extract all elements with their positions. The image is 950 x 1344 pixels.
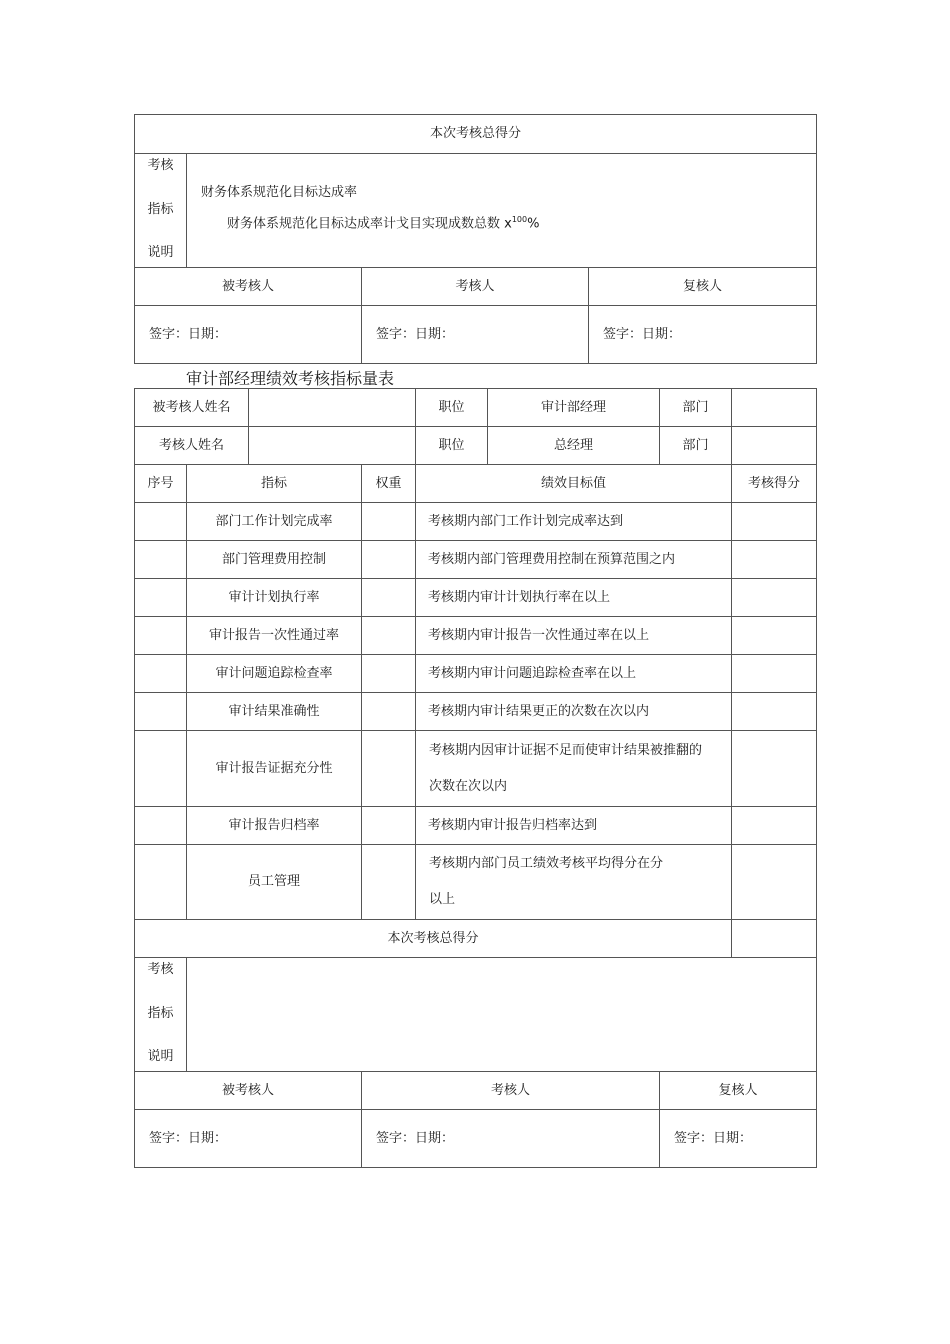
target-cell: 考核期内部门工作计划完成率达到 <box>416 503 732 541</box>
table-row <box>135 655 817 693</box>
appraiser-signature-field[interactable]: 签字：日期： <box>362 1110 660 1168</box>
indicator-cell: 审计结果准确性 <box>187 693 362 731</box>
seq-cell[interactable] <box>135 845 187 920</box>
seq-cell[interactable] <box>135 617 187 655</box>
target-cell: 考核期内审计计划执行率在以上 <box>416 579 732 617</box>
score-cell[interactable] <box>732 655 817 693</box>
seq-cell[interactable] <box>135 655 187 693</box>
indicator-description-label: 考核 指标 说明 <box>135 958 187 1072</box>
indicator-cell: 审计问题追踪检查率 <box>187 655 362 693</box>
department-field[interactable] <box>732 389 817 427</box>
indicator-description-label: 考核 指标 说明 <box>135 154 187 268</box>
table-row <box>135 731 817 807</box>
indicator-cell: 审计报告证据充分性 <box>187 731 362 807</box>
score-cell[interactable] <box>732 807 817 845</box>
appraisee-name-label: 被考核人姓名 <box>135 389 249 427</box>
target-cell: 考核期内审计问题追踪检查率在以上 <box>416 655 732 693</box>
seq-cell[interactable] <box>135 693 187 731</box>
score-header: 考核得分 <box>732 465 817 503</box>
score-cell[interactable] <box>732 579 817 617</box>
seq-cell[interactable] <box>135 503 187 541</box>
appraisee-header: 被考核人 <box>135 1072 362 1110</box>
appraisee-name-field[interactable] <box>249 389 416 427</box>
position-value[interactable]: 总经理 <box>488 427 660 465</box>
target-cell: 考核期内部门管理费用控制在预算范围之内 <box>416 541 732 579</box>
indicator-cell: 员工管理 <box>187 845 362 920</box>
total-score-row <box>135 920 817 958</box>
department-label: 部门 <box>660 389 732 427</box>
seq-cell[interactable] <box>135 807 187 845</box>
top-summary-table <box>134 114 817 364</box>
appraisee-signature-field[interactable]: 签字：日期： <box>135 306 362 364</box>
target-cell: 考核期内因审计证据不足而使审计结果被推翻的 次数在次以内 <box>416 731 732 807</box>
appraiser-name-field[interactable] <box>249 427 416 465</box>
position-value[interactable]: 审计部经理 <box>488 389 660 427</box>
seq-header: 序号 <box>135 465 187 503</box>
indicator-description-field[interactable] <box>187 958 817 1072</box>
weight-cell[interactable] <box>362 731 416 807</box>
indicator-cell: 部门管理费用控制 <box>187 541 362 579</box>
reviewer-signature-field[interactable]: 签字：日期： <box>589 306 817 364</box>
total-score-field[interactable] <box>732 920 817 958</box>
reviewer-header: 复核人 <box>660 1072 817 1110</box>
indicator-description-text <box>187 154 817 268</box>
weight-cell[interactable] <box>362 617 416 655</box>
table-row <box>135 579 817 617</box>
weight-cell[interactable] <box>362 503 416 541</box>
weight-cell[interactable] <box>362 655 416 693</box>
signature-row <box>135 1110 817 1168</box>
indicator-cell: 审计报告一次性通过率 <box>187 617 362 655</box>
weight-cell[interactable] <box>362 807 416 845</box>
target-cell: 考核期内部门员工绩效考核平均得分在分 以上 <box>416 845 732 920</box>
target-cell: 考核期内审计结果更正的次数在次以内 <box>416 693 732 731</box>
score-cell[interactable] <box>732 731 817 807</box>
seq-cell[interactable] <box>135 541 187 579</box>
table-row <box>135 693 817 731</box>
description-line-1: 财务体系规范化目标达成率 <box>201 185 358 200</box>
section-title: 审计部经理绩效考核指标量表 <box>186 369 395 388</box>
table-row <box>135 541 817 579</box>
position-label: 职位 <box>416 389 488 427</box>
seq-cell[interactable] <box>135 579 187 617</box>
department-field[interactable] <box>732 427 817 465</box>
weight-cell[interactable] <box>362 693 416 731</box>
appraisee-header: 被考核人 <box>135 268 362 306</box>
table-row <box>135 845 817 920</box>
seq-cell[interactable] <box>135 731 187 807</box>
signature-header-row <box>135 1072 817 1110</box>
score-cell[interactable] <box>732 845 817 920</box>
total-score-label: 本次考核总得分 <box>135 115 817 154</box>
score-cell[interactable] <box>732 693 817 731</box>
appraiser-header: 考核人 <box>362 268 589 306</box>
reviewer-header: 复核人 <box>589 268 817 306</box>
table-row <box>135 807 817 845</box>
weight-cell[interactable] <box>362 541 416 579</box>
target-cell: 考核期内审计报告一次性通过率在以上 <box>416 617 732 655</box>
score-cell[interactable] <box>732 617 817 655</box>
score-cell[interactable] <box>732 541 817 579</box>
score-cell[interactable] <box>732 503 817 541</box>
appraisee-info-row <box>135 389 817 427</box>
table-header-row <box>135 465 817 503</box>
total-score-label: 本次考核总得分 <box>135 920 732 958</box>
table-row <box>135 617 817 655</box>
indicator-cell: 部门工作计划完成率 <box>187 503 362 541</box>
appraiser-signature-field[interactable]: 签字：日期： <box>362 306 589 364</box>
department-label: 部门 <box>660 427 732 465</box>
target-header: 绩效目标值 <box>416 465 732 503</box>
description-row <box>135 958 817 1072</box>
appraiser-header: 考核人 <box>362 1072 660 1110</box>
appraiser-name-label: 考核人姓名 <box>135 427 249 465</box>
appraisee-signature-field[interactable]: 签字：日期： <box>135 1110 362 1168</box>
appraiser-info-row <box>135 427 817 465</box>
target-cell: 考核期内审计报告归档率达到 <box>416 807 732 845</box>
table-row <box>135 503 817 541</box>
position-label: 职位 <box>416 427 488 465</box>
indicator-cell: 审计报告归档率 <box>187 807 362 845</box>
audit-manager-kpi-table <box>134 388 817 1168</box>
weight-cell[interactable] <box>362 845 416 920</box>
description-line-2: 财务体系规范化目标达成率计戈目实现成数总数 $x^{100}\%$ <box>227 214 540 231</box>
indicator-header: 指标 <box>187 465 362 503</box>
reviewer-signature-field[interactable]: 签字：日期： <box>660 1110 817 1168</box>
weight-cell[interactable] <box>362 579 416 617</box>
indicator-cell: 审计计划执行率 <box>187 579 362 617</box>
weight-header: 权重 <box>362 465 416 503</box>
